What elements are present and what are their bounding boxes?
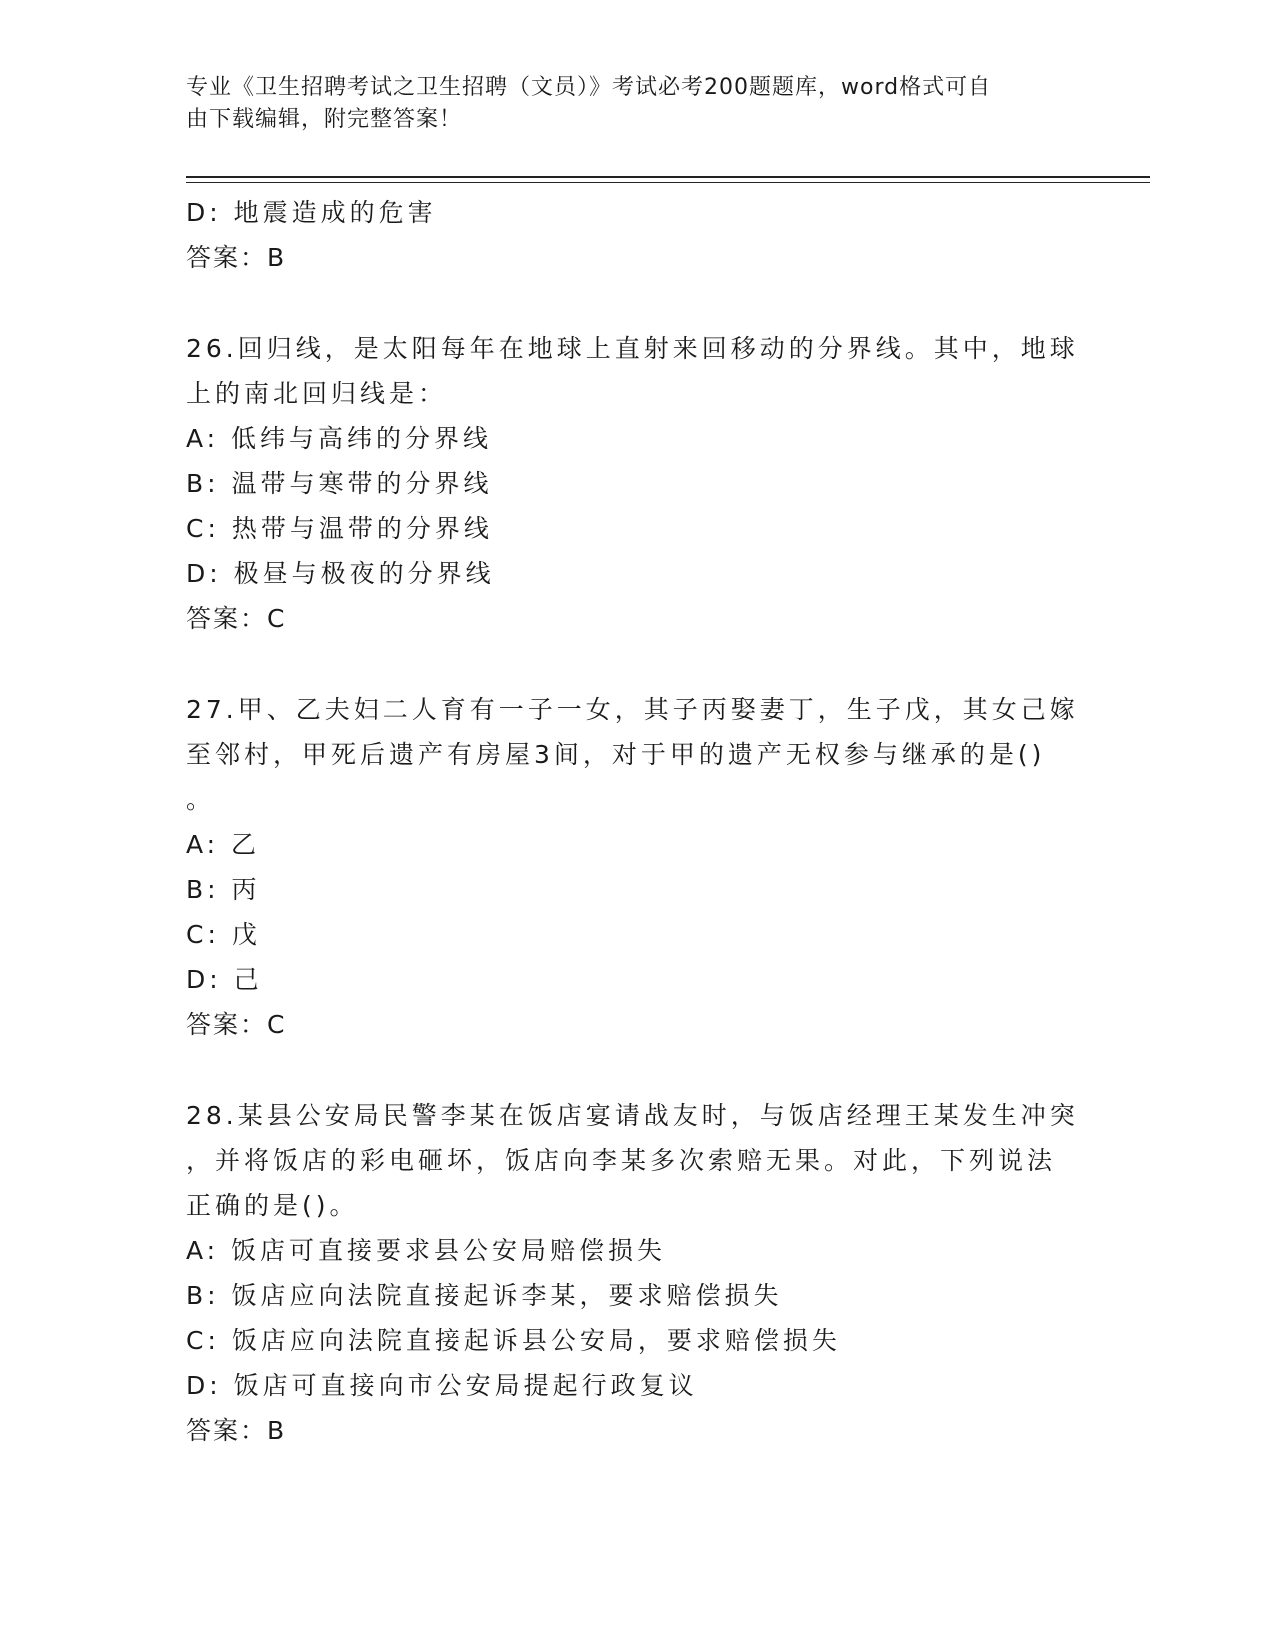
answer: 答案：B — [186, 243, 287, 272]
option-d: D: 饭店可直接向市公安局提起行政复议 — [186, 1371, 698, 1400]
question-stem-line: ，并将饭店的彩电砸坏，饭店向李某多次索赔无果。对此，下列说法 — [186, 1146, 1057, 1175]
question-26 — [186, 326, 1086, 641]
question-27 — [186, 687, 1086, 1047]
option-b: B: 丙 — [186, 875, 261, 904]
question-stem-line: 28.某县公安局民警李某在饭店宴请战友时，与饭店经理王某发生冲突 — [186, 1101, 1079, 1130]
question-stem-line: 26.回归线，是太阳每年在地球上直射来回移动的分界线。其中，地球 — [186, 334, 1079, 363]
option-a: A: 低纬与高纬的分界线 — [186, 424, 493, 453]
option-d: D: 己 — [186, 965, 263, 994]
option-b: B: 饭店应向法院直接起诉李某，要求赔偿损失 — [186, 1281, 783, 1310]
header-line-1: 专业《卫生招聘考试之卫生招聘（文员）》考试必考200题题库，word格式可自 — [186, 75, 992, 100]
question-list — [186, 190, 1086, 1453]
question-stem-line: 。 — [186, 785, 216, 814]
question-stem-line: 上的南北回归线是： — [186, 379, 448, 408]
option-c: C: 热带与温带的分界线 — [186, 514, 493, 543]
option-c: C: 饭店应向法院直接起诉县公安局，要求赔偿损失 — [186, 1326, 841, 1355]
option-d: D: 极昼与极夜的分界线 — [186, 559, 495, 588]
answer: 答案：B — [186, 1416, 287, 1445]
option-d: D: 地震造成的危害 — [186, 198, 437, 227]
document-header — [186, 72, 1066, 136]
option-a: A: 乙 — [186, 830, 261, 859]
header-line-2: 由下载编辑，附完整答案！ — [186, 107, 463, 132]
question-stem-line: 至邻村，甲死后遗产有房屋3间，对于甲的遗产无权参与继承的是() — [186, 740, 1046, 769]
question-stem-line: 27.甲、乙夫妇二人育有一子一女，其子丙娶妻丁，生子戊，其女己嫁 — [186, 695, 1079, 724]
option-c: C: 戊 — [186, 920, 261, 949]
question-stem-line: 正确的是()。 — [186, 1191, 359, 1220]
header-divider-thin — [186, 182, 1150, 183]
option-b: B: 温带与寒带的分界线 — [186, 469, 493, 498]
header-divider-thick — [186, 176, 1150, 178]
answer: 答案：C — [186, 1010, 287, 1039]
answer: 答案：C — [186, 604, 287, 633]
question-28 — [186, 1093, 1086, 1453]
option-a: A: 饭店可直接要求县公安局赔偿损失 — [186, 1236, 667, 1265]
